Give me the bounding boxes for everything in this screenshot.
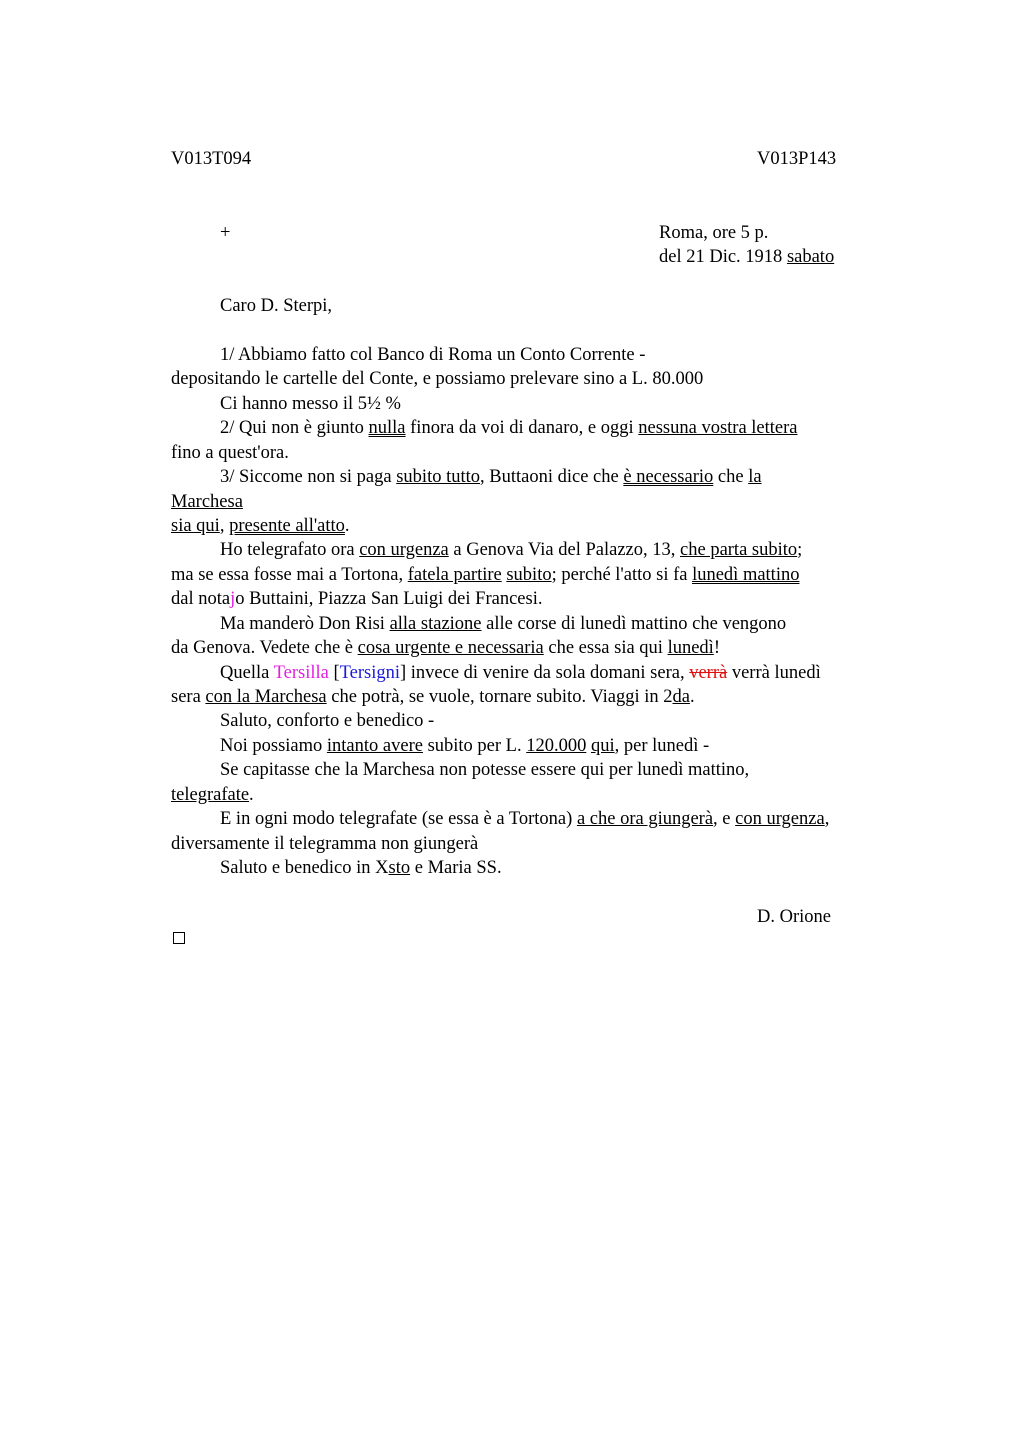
editor-correction: Tersilla — [273, 663, 329, 683]
body-line: 1/ Abbiamo fatto col Banco di Roma un Conto Corrente - — [220, 345, 646, 365]
body-line: diversamente il telegramma non giungerà — [171, 834, 479, 854]
end-box-icon — [173, 932, 185, 944]
editor-correction: j — [230, 589, 236, 609]
body-line: Quella Tersilla [Tersigni] invece di venire da sola domani sera, verrà verrà lunedì — [220, 663, 821, 683]
body-line: telegrafate. — [171, 785, 254, 805]
archive-code-right: V013P143 — [757, 149, 837, 169]
body-line: Noi possiamo intanto avere subito per L. 120.000 qui, per lunedì - — [220, 736, 710, 756]
cross-symbol: + — [220, 223, 231, 243]
body-line: Se capitasse che la Marchesa non potesse essere qui per lunedì mattino, — [220, 760, 750, 780]
date-line: del 21 Dic. 1918 sabato — [659, 247, 835, 267]
body-line: depositando le cartelle del Conte, e possiamo prelevare sino a L. 80.000 — [171, 369, 704, 389]
underlined-day: sabato — [786, 247, 835, 267]
body-line: sera con la Marchesa che potrà, se vuole, tornare subito. Viaggi in 2da. — [171, 687, 695, 707]
editor-note: Tersigni — [339, 663, 400, 683]
body-line: Marchesa — [171, 492, 243, 512]
body-line: Saluto, conforto e benedico - — [220, 711, 435, 731]
body-line: da Genova. Vedete che è cosa urgente e necessaria che essa sia qui lunedì! — [171, 638, 720, 658]
body-line: ma se essa fosse mai a Tortona, fatela partire subito; perché l'atto si fa lunedì mattino — [171, 565, 800, 585]
place-line: Roma, ore 5 p. — [659, 223, 769, 243]
body-line: E in ogni modo telegrafate (se essa è a Tortona) a che ora giungerà, e con urgenza, — [220, 809, 830, 829]
struck-word: verrà — [689, 663, 728, 683]
salutation: Caro D. Sterpi, — [220, 296, 333, 316]
body-line: Ho telegrafato ora con urgenza a Genova Via del Palazzo, 13, che parta subito; — [220, 540, 803, 560]
archive-code-left: V013T094 — [171, 149, 252, 169]
body-line: sia qui, presente all'atto. — [171, 516, 350, 536]
body-line: fino a quest'ora. — [171, 443, 289, 463]
signature: D. Orione — [757, 907, 831, 927]
body-line: dal notajo Buttaini, Piazza San Luigi dei Francesi. — [171, 589, 543, 609]
body-line: Ci hanno messo il 5½ % — [220, 394, 401, 414]
body-line: 2/ Qui non è giunto nulla finora da voi di danaro, e oggi nessuna vostra lettera — [220, 418, 798, 438]
body-line: 3/ Siccome non si paga subito tutto, Buttaoni dice che è necessario che la — [220, 467, 762, 487]
body-line: Saluto e benedico in Xsto e Maria SS. — [220, 858, 502, 878]
body-line: Ma manderò Don Risi alla stazione alle corse di lunedì mattino che vengono — [220, 614, 787, 634]
